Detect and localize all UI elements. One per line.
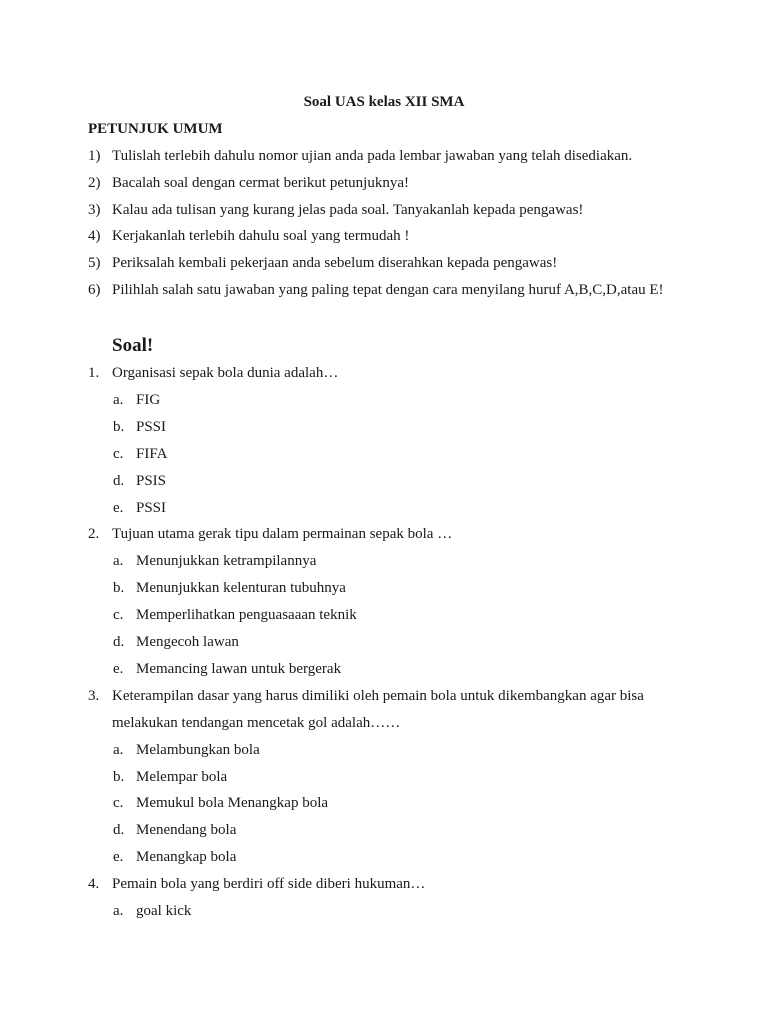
instruction-number: 4) [88, 228, 101, 244]
instruction-text: Bacalah soal dengan cermat berikut petunjuknya! [112, 175, 409, 191]
option-letter: b. [113, 418, 125, 435]
option-letter: d. [113, 472, 125, 489]
instruction-number: 5) [88, 255, 101, 271]
option-text: FIFA [136, 445, 168, 462]
instruction-text: Kerjakanlah terlebih dahulu soal yang termudah ! [112, 228, 410, 244]
instruction-text: Periksalah kembali pekerjaan anda sebelum diserahkan kepada pengawas! [112, 255, 558, 271]
option-letter: a. [113, 903, 124, 919]
option-text: Menendang bola [136, 822, 237, 839]
option-letter: c. [113, 445, 124, 462]
option-letter: b. [113, 768, 125, 785]
instruction-number: 2) [88, 175, 101, 191]
option-text: goal kick [136, 903, 192, 919]
option-letter: a. [113, 553, 124, 570]
section-heading: Soal! [112, 335, 154, 356]
document-title: Soal UAS kelas XII SMA [303, 94, 465, 110]
option-text: Memperlihatkan penguasaaan teknik [136, 607, 357, 624]
option-text: Menangkap bola [136, 849, 237, 866]
question-number: 2. [88, 526, 100, 543]
option-text: Melambungkan bola [136, 741, 260, 758]
option-text: PSSI [136, 499, 167, 516]
question-text: Organisasi sepak bola dunia adalah… [112, 365, 339, 381]
option-letter: b. [113, 580, 125, 597]
instruction-number: 3) [88, 202, 101, 218]
question-number: 1. [88, 365, 100, 381]
question-number: 3. [88, 687, 100, 704]
question-number: 4. [88, 876, 100, 893]
question-text: Tujuan utama gerak tipu dalam permainan sepak bola … [112, 526, 453, 543]
option-letter: e. [113, 660, 124, 677]
instruction-number: 1) [88, 148, 101, 164]
question-text: melakukan tendangan mencetak gol adalah…… [112, 714, 401, 731]
option-letter: e. [113, 849, 124, 866]
instructions-heading: PETUNJUK UMUM [88, 121, 223, 137]
instruction-number: 6) [88, 282, 101, 298]
option-text: Mengecoh lawan [136, 634, 239, 650]
option-letter: d. [113, 822, 125, 839]
option-text: Memukul bola Menangkap bola [136, 795, 329, 812]
instruction-text: Pilihlah salah satu jawaban yang paling tepat dengan cara menyilang huruf A,B,C,D,atau E! [112, 282, 664, 298]
option-letter: e. [113, 499, 124, 516]
instruction-text: Kalau ada tulisan yang kurang jelas pada soal. Tanyakanlah kepada pengawas! [112, 202, 584, 218]
instruction-text: Tulislah terlebih dahulu nomor ujian anda pada lembar jawaban yang telah disediakan. [112, 148, 633, 164]
option-text: Memancing lawan untuk bergerak [136, 660, 342, 677]
option-text: PSSI [136, 418, 167, 435]
option-text: FIG [136, 391, 161, 408]
option-letter: a. [113, 741, 124, 758]
option-letter: a. [113, 391, 124, 408]
option-text: Menunjukkan kelenturan tubuhnya [136, 580, 346, 597]
option-letter: c. [113, 607, 124, 624]
option-text: PSIS [136, 472, 167, 489]
question-text: Keterampilan dasar yang harus dimiliki oleh pemain bola untuk dikembangkan agar bisa [112, 687, 644, 704]
option-text: Melempar bola [136, 768, 228, 785]
option-letter: c. [113, 795, 124, 812]
option-letter: d. [113, 634, 125, 650]
option-text: Menunjukkan ketrampilannya [136, 553, 317, 570]
question-text: Pemain bola yang berdiri off side diberi hukuman… [112, 876, 426, 893]
